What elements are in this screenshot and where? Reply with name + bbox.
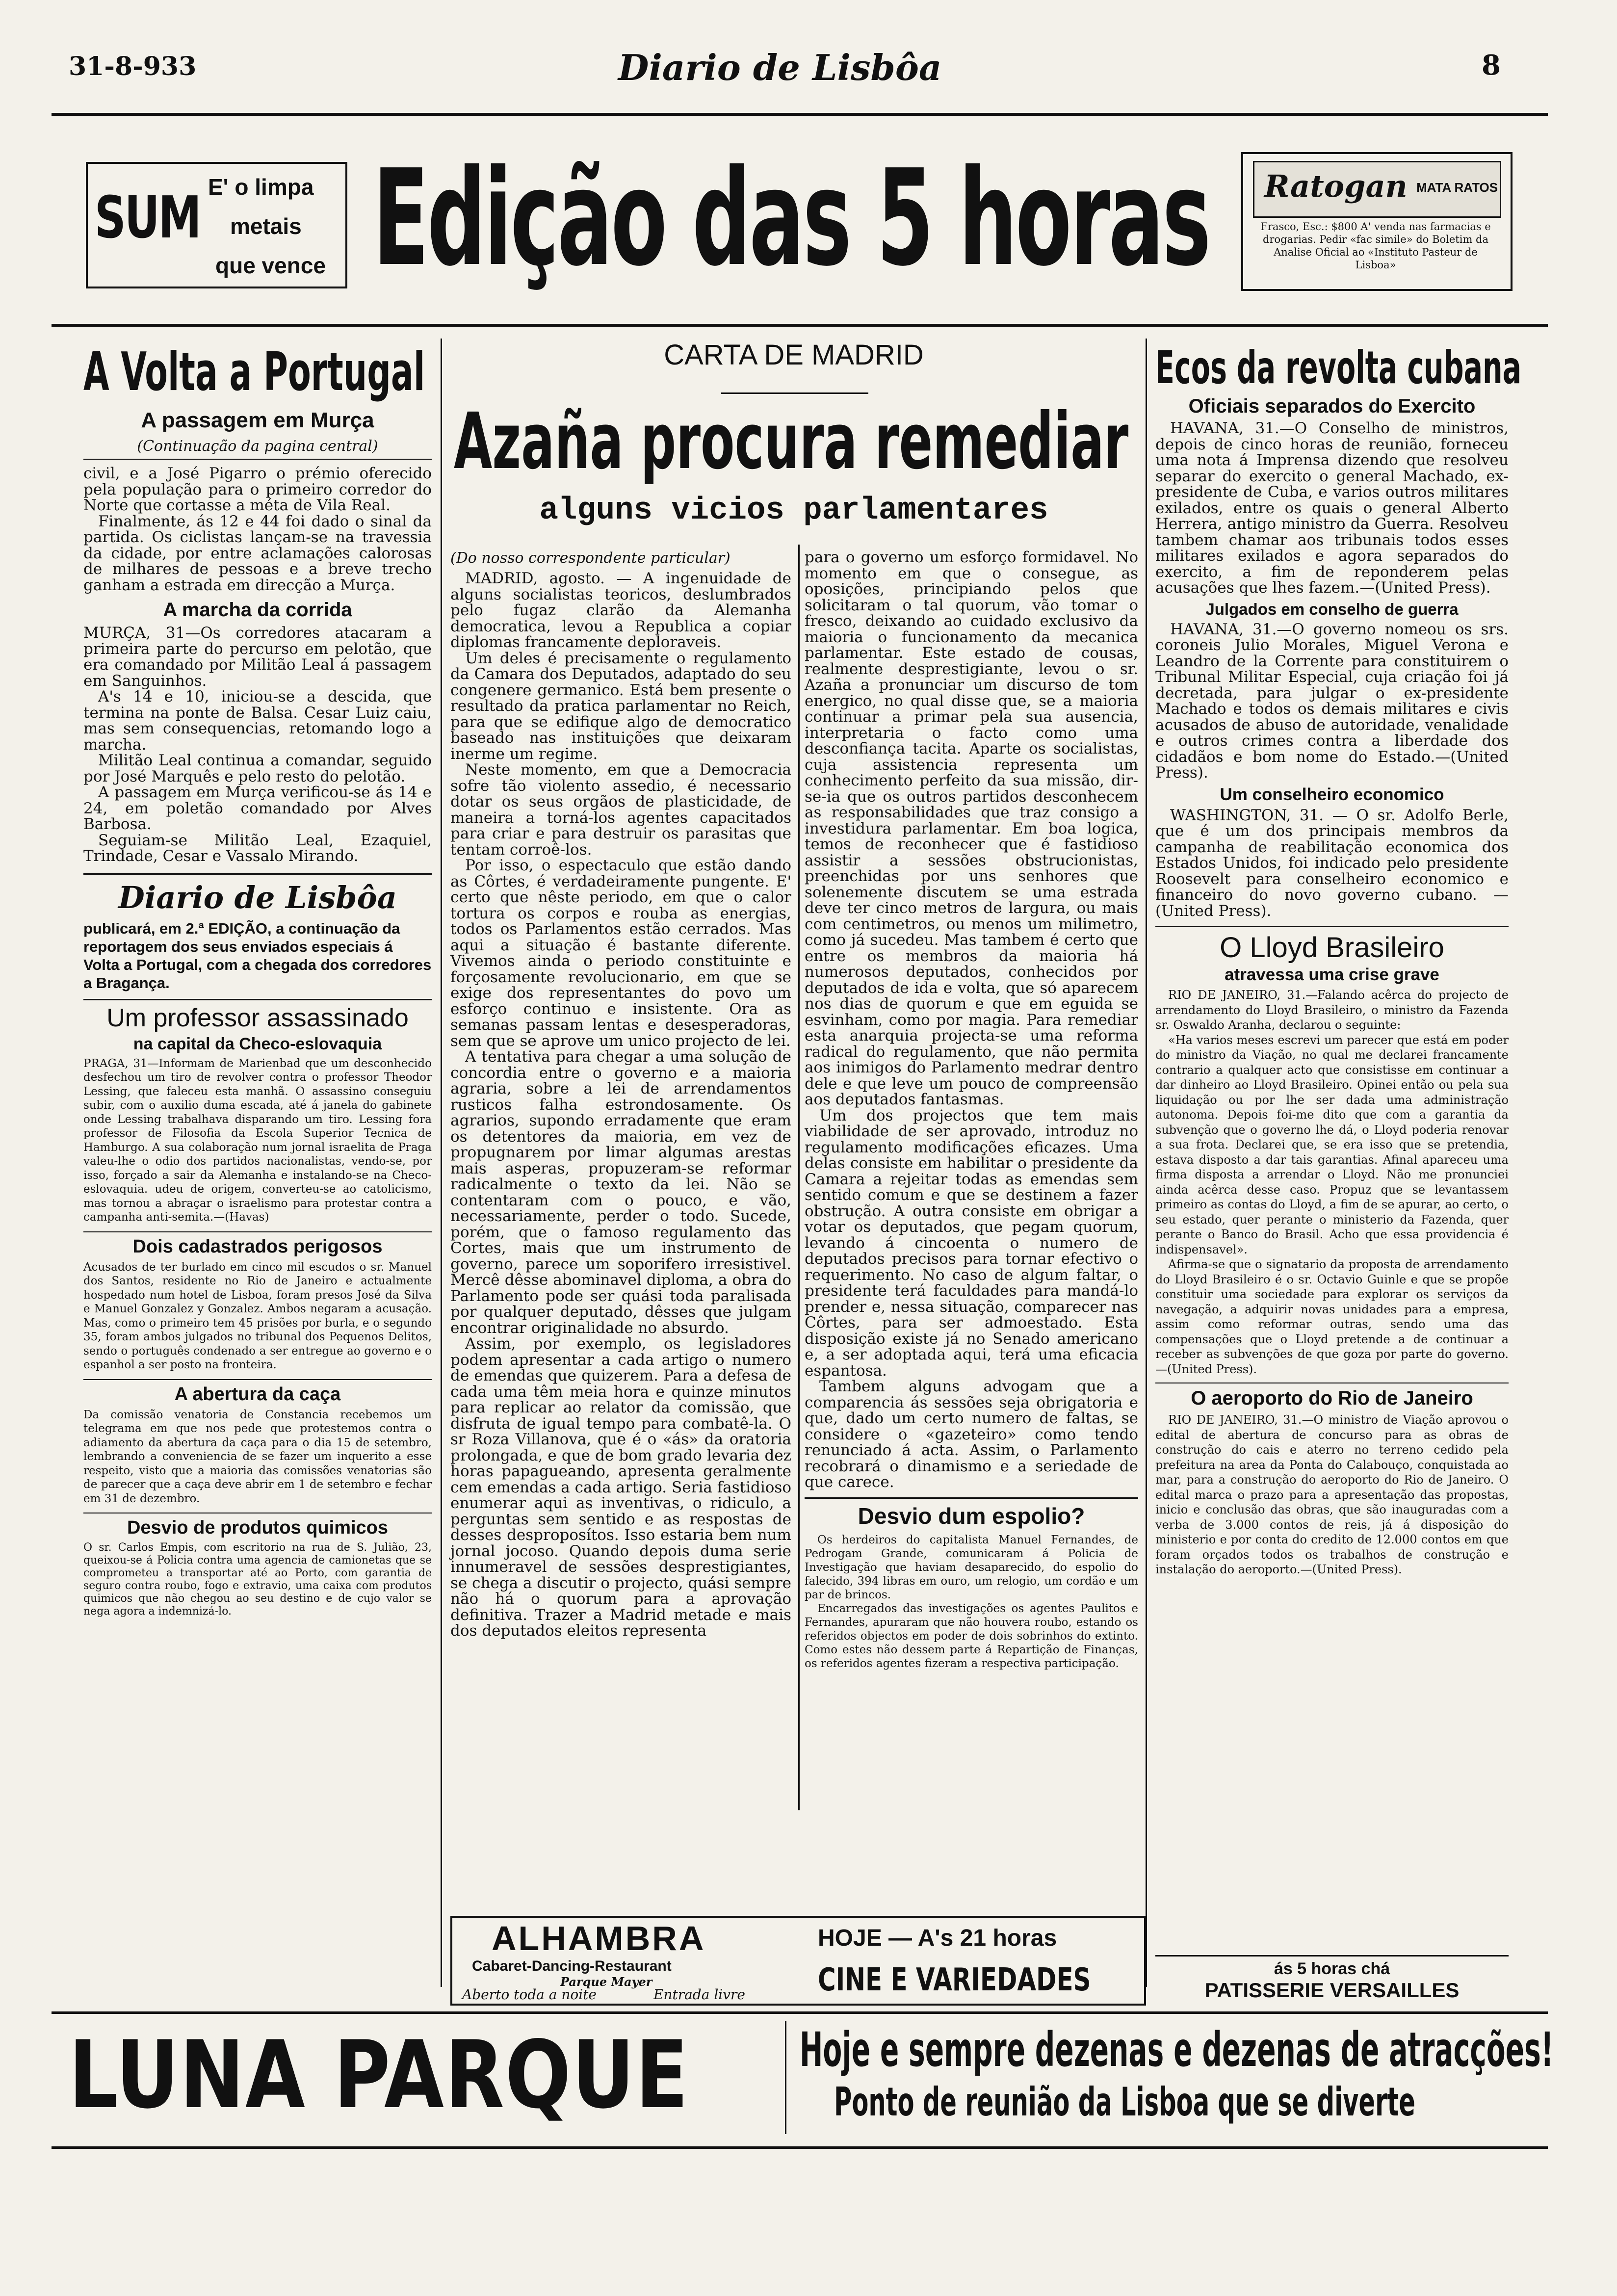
section-marcha-heading: A marcha da corrida (163, 599, 352, 621)
column-rule-3 (1146, 339, 1147, 1987)
article-volta-continuation: (Continuação da pagina central) (83, 438, 432, 460)
article-lloyd-subtitle: atravessa uma crise grave (1225, 965, 1439, 984)
article-cadastrados-text: Acusados de ter burlado em cinco mil escudos o sr. Manuel dos Santos, residente no Rio de Janeiro e actualmente hospedado num hotel de Lisboa, foram presos José da Silva e Manuel Gonzalez y Gonzalez. Ambos negaram a acusação. Mas, como o primeiro tem 45 prisões por burla, e o segundo 35, foram ambos julgados no tribunal dos Pequenos Delitos, sendo o português condenado a ser entregue ao governo e o espanhol a ser posto na fronteira. (83, 1260, 432, 1371)
banner-rule (52, 324, 1548, 327)
article-cuba-paragraph: HAVANA, 31.—O governo nomeou os srs. coroneis Julio Morales, Miguel Verona e Leandro de la Corrente para constituirem o Tribunal Militar Especial, cuja criação foi já decretada, para julgar o ex-presidente Machado e todos os demais militares e civis acusados de abuso de autoridade, venalidade e outros crimes contra a liberdade dos cidadãos e bom nome do Estado.—(United Press). (1155, 620, 1509, 782)
ad-luna-parque: LUNA PARQUE (69, 2021, 689, 2129)
ad-ratogan-logo (1253, 161, 1501, 218)
ad-sum-box (86, 162, 347, 288)
ad-patisserie (1155, 1955, 1509, 2002)
ad-alhambra-title: ALHAMBRA (492, 1919, 706, 1957)
article-volta-subtitle: A passagem em Murça (141, 408, 374, 432)
ad-alhambra (450, 1916, 1146, 2006)
article-quimicos-text: O sr. Carlos Empis, com escritorio na rua de S. Julião, 23, queixou-se á Policia contra uma agencia de camionetas que se comprometeu a transportar até ao Porto, com garantia de seguro contra roubo, fogo e extravio, uma caixa com produtos quimicos que não chegou ao seu destino e de cujo valor se nega agora a indemnizá-lo. (83, 1541, 432, 1618)
ad-ratogan-box (1241, 152, 1513, 291)
madrid-kicker-rule (721, 392, 868, 394)
ad-alhambra-entry: Entrada livre (653, 1986, 746, 2003)
article-espolio-text: Os herdeiros do capitalista Manuel Fernandes, de Pedrogam Grande, comunicaram á Policia de Investigação que haviam desaparecido, do espolio do falecido, 394 libras em ouro, um relogio, um cordão e um par de brincos. (805, 1533, 1138, 1601)
madrid-paragraph: para o governo um esforço formidavel. No momento em que o consegue, as oposições, principiando pelos que solicitaram o tal quorum, vão tomar o fresco, deixando ao cuidado exclusivo da maioria o funcionamento da mecanica parlamentar. Este estado de cousas, realmente desprestigiante, levou o sr. Azaña a pronunciar um discurso de tom energico, no qual disse que, se a maioria continuar a primar pela sua ausencia, interpretaria o facto como uma desconfiança tacita. Aparte os socialistas, cuja assistencia representa um conhecimento perfeito da sua missão, dir-se-ia que os outros partidos desconhecem as responsabilidades que traz consigo a investidura parlamentar. Em boa logica, temos de reconhecer que é fastidioso assistir a sessões obstrucionistas, preenchidas por uns senhores que solenemente discutem se uma estrada deve ter cinco metros de largura, ou mais com centimetros, ou menos um milimetro, como já sucedeu. Mas tambem é certo que entre os membros da maioria há numerosos deputados, conhecidos por deputados de ida e volta, que só aparecem nos dias de quorum e que em eguida se esvinham, como por magia. Para remediar esta anarquia projecta-se uma reforma radical do regulamento, que não permita aos inimigos do Parlamento medrar dentro dele e que leve um pouco de compreensão aos deputados fantasmas. (805, 548, 1138, 1108)
ad-sum-line-3: que vence (215, 253, 326, 278)
column-rule-2 (798, 545, 800, 1810)
ad-ratogan-text: Frasco, Esc.: $800 A' venda nas farmacias e drogarias. Pedir «fac simile» do Boletim da Analise Oficial ao «Instituto Pasteur de Lisboa» (1260, 221, 1491, 271)
madrid-subtitle: alguns vicios parlamentares (539, 493, 1048, 528)
column-4 (1155, 341, 1522, 1577)
promo-text: publicará, em 2.ª EDIÇÃO, a continuação da reportagem dos seus enviados especiais á Volta a Portugal, com a chegada dos corredores a Bragança. (83, 919, 432, 991)
article-volta-paragraph: MURÇA, 31—Os corredores atacaram a primeira parte do percurso em pelotão, que era comandado por Militão Leal á passagem em Sanguinhos. (83, 624, 432, 690)
madrid-paragraph: Por isso, o espectaculo que estão dando as Côrtes, é verdadeiramente pungente. E' certo que nêste periodo, em que o calor tortura os corpos e rouba as energias, todos os Parlamentos estão cerrados. Mas aqui a situação é bastante diferente. Vivemos ainda o periodo constituinte e forçosamente revolucionario, em que se exige dos representantes do povo um esforço continuo e insistente. Ora as semanas passam lentas e desesperadoras, sem que se aprove um unico projecto de lei. (450, 857, 791, 1050)
madrid-paragraph: Assim, por exemplo, os legisladores podem apresentar a cada artigo o numero de emendas que quizerem. Para a defesa de cada uma têm meia hora e quinze minutos para replicar ao relator da comissão, que disfruta de igual tempo para combatê-la. O sr Roza Villanova, que é o «ás» da oratoria prolongada, e que de bom grado levaria dez horas papagueando, apresenta geralmente cem emendas a cada artigo. Seria fastidioso enumerar aqui as inventivas, o ridiculo, a perguntas sem sentido e as respostas de desses desproposítos. Isso estaria bem num jornal jocoso. Quando depois duma serie innumeravel de sessões desprestigiantes, se chega a discutir o projecto, quási sempre não há o quorum para a aprovação definitiva. Trazer a Madrid metade e mais dos deputados eleitos representa (450, 1335, 791, 1640)
article-julgados-heading: Julgados em conselho de guerra (1205, 600, 1459, 618)
ad-hoje: HOJE — A's 21 horas (818, 1925, 1057, 1951)
ad-alhambra-sub: Cabaret-Dancing-Restaurant (472, 1958, 672, 1974)
article-cadastrados-title: Dois cadastrados perigosos (83, 1231, 432, 1257)
masthead-page-number: 8 (1482, 49, 1501, 81)
ad-luna-divider (785, 2021, 786, 2134)
madrid-paragraph: Um dos projectos que tem mais viabilidade de ser aprovado, introduz no regulamento modificações eficazes. Uma delas consiste em habilitar o presidente da Camara a rejeitar todas as emendas sem sentido comum e que se destinem a fazer obstrução. A outra consiste em obrigar a votar os deputados, que pegam quorum, levando á cincoenta o numero de deputados precisos para tornar efectivo o requerimento. No caso de algum faltar, o presidente terá faculdades para mandá-lo prender e, nessa situação, comparecer nas Côrtes, para ser admoestado. Esta disposição existe já no Senado americano e, a ser adoptada aqui, terá uma eficacia espantosa. (805, 1106, 1138, 1380)
article-caca-title: A abertura da caça (83, 1379, 432, 1405)
ad-alhambra-open: Aberto toda a noite (462, 1986, 597, 2003)
article-espolio-text: Encarregados das investigações os agentes Paulitos e Fernandes, apuraram que não houvera roubo, estando os referidos objectos em poder de dois sobrinhos do extinto. Como estes não dessem parte á Repartição de Finanças, os referidos agentes fizeram a respectiva participação. (805, 1602, 1138, 1670)
column-3 (805, 549, 1138, 1670)
ad-ratogan-brand: Ratogan (1264, 168, 1408, 204)
article-lloyd-title: O Lloyd Brasileiro (1220, 932, 1444, 964)
ad-luna-line-2: Ponto de reunião da Lisboa que se diverte (834, 2079, 1415, 2125)
article-professor-title: Um professor assassinado (106, 1003, 409, 1032)
footer-rule (52, 2011, 1548, 2014)
article-lloyd-text: Afirma-se que o signatario da proposta de arrendamento do Lloyd Brasileiro é o sr. Octavio Guinle e que se propõe constituir uma sociedade para explorar os serviços da navegação, a adquirir novas unidades para a empresa, assim como reformar outras, sendo uma das compensações que o Lloyd pretende a de continuar a receber as subvenções de que goza por parte do governo.—(United Press). (1155, 1257, 1509, 1376)
ad-patisserie-name: PATISSERIE VERSAILLES (1204, 1979, 1460, 2002)
edition-title: Edição das 5 horas (373, 141, 1209, 295)
article-volta-paragraph: Seguiam-se Militão Leal, Ezaquiel, Trindade, Cesar e Vassalo Mirando. (83, 831, 432, 865)
article-volta-title: A Volta a Portugal (83, 341, 425, 403)
article-lloyd-text: RIO DE JANEIRO, 31.—Falando acêrca do projecto de arrendamento do Lloyd Brasileiro, o ministro da Fazenda sr. Oswaldo Aranha, declarou o seguinte: (1155, 988, 1509, 1032)
madrid-title: Azaña procura remediar (454, 396, 1129, 487)
promo-title: Diario de Lisbôa (118, 879, 397, 915)
article-caca-text: Da comissão venatoria de Constancia recebemos um telegrama em que nos pede que protestemos contra o adiamento da abertura da caça para o dia 15 de setembro, lembrando a conveniencia de se fazer um inquerito a esse respeito, visto que a maioria das comissões venatorias são de parecer que a caça deve abrir em 1 de setembro e fechar em 31 de dezembro. (83, 1408, 432, 1505)
article-cuba-paragraph: HAVANA, 31.—O Conselho de ministros, depois de cinco horas de reunião, forneceu uma nota á Imprensa dizendo que resolveu separar do exercito o general Machado, ex-presidente de Cuba, e varios outros militares exilados, entre os quais o general Alberto Herrera, antigo ministro da Guerra. Resolveu tambem chamar aos tribunais todos esses militares exilados e agora separados do exercito, a fim de reponderem pelas acusações que lhes fazem.—(United Press). (1155, 419, 1509, 597)
madrid-kicker: CARTA DE MADRID (664, 339, 924, 371)
ad-luna-line-1: Hoje e sempre dezenas e dezenas de atracções! (800, 2022, 1554, 2077)
article-aeroporto-text: RIO DE JANEIRO, 31.—O ministro de Viação aprovou o edital de abertura de concurso para as obras de construção do cais e aterro no terreno cedido pela prefeitura na area da Ponta do Calabouço, conquistada ao mar, para a construção do aeroporto do Rio de Janeiro. O edital marca o prazo para a apresentação das propostas, inicio e conclusão das obras, que são inauguradas com a verba de 3.000 contos de reis, já á disposição do ministerio e por conta do credito de 12.000 contos em que foram orçados todos os trabalhos de construção e instalação do aeroporto.—(United Press). (1155, 1413, 1509, 1576)
bottom-rule (52, 2146, 1548, 2149)
ad-cine-variedades: CINE E VARIEDADES (818, 1962, 1091, 1998)
article-cuba-paragraph: WASHINGTON, 31. — O sr. Adolfo Berle, que é um dos principais membros da campanha de reabilitação economica dos Estados Unidos, foi indicado pelo presidente Roosevelt para conselheiro economico e financeiro do novo governo cubano. — (United Press). (1155, 806, 1509, 920)
article-professor-subtitle: na capital da Checo-eslovaquia (133, 1034, 382, 1053)
article-volta-paragraph: Militão Leal continua a comandar, seguido por José Marquês e pelo resto do pelotão. (83, 752, 432, 785)
ad-patisserie-top: ás 5 horas chá (1274, 1959, 1390, 1978)
article-conselheiro-heading: Um conselheiro economico (1220, 784, 1444, 804)
article-professor-text: PRAGA, 31—Informam de Marienbad que um desconhecido desfechou um tiro de revolver contra o professor Theodor Lessing, que faleceu esta manhã. O assassino conseguiu subir, com o auxilio duma escada, até á janela do gabinete onde Lessing trabalhava disparando um tiro. Lessing fora professor de Filosofia da Escola Superior Tecnica de Hamburgo. A sua colaboração num jornal israelita de Praga valeu-lhe o odio dos partidos nacionalistas, vendo-se, por isso, forçado a sair da Alemanha e instalando-se na Checo-eslovaquia. udeu de origem, converteu-se ao catolicismo, mas tornou a abraçar o israelismo para protestar contra a campanha anti-semita.—(Havas) (83, 1057, 432, 1224)
madrid-paragraph: A tentativa para chegar a uma solução de concordia entre o governo e a maioria agraria, sobre a lei de arrendamentos rusticos falha estrondosamente. Os agrarios, supondo erradamente que eram os detentores da maioria, em vez de propugnarem por limar algumas arestas mais asperas, propuzeram-se reformar radicalmente o texto da lei. Não se contentaram com o pouco, e vão, necessariamente, perder o todo. Sucede, porém, que o famoso regulamento das Cortes, mais que um instrumento de governo, parece um soporifero irresistivel. Mercê dêsse abominavel diploma, a obra do Parlamento pode ser quási toda paralisada por qualquer deputado, dêsses que julgam encontrar originalidade no absurdo. (450, 1048, 791, 1337)
ad-sum-line-1: E' o limpa (208, 174, 314, 200)
article-volta-paragraph: A passagem em Murça verificou-se ás 14 e 24, em poletão comandado por Alves Barbosa. (83, 783, 432, 833)
article-volta-paragraph: Finalmente, ás 12 e 44 foi dado o sinal da partida. Os ciclistas lançam-se na travessia da cidade, por entre aclamações calorosas de milhares de pessoas e a breve trecho ganham a estrada em direcção a Murça. (83, 512, 432, 594)
madrid-paragraph: Um deles é precisamente o regulamento da Camara dos Deputados, adaptado do seu congenere germanico. Está bem presente o resultado da pratica parlamentar no Reich, para que se edifique algo de democratico baseado nas instituições que deixaram inerme um regime. (450, 649, 791, 763)
ad-alhambra-place: Parque Mayer (560, 1975, 652, 1989)
article-volta-paragraph: A's 14 e 10, iniciou-se a descida, que termina na ponte de Balsa. Cesar Luiz caiu, mas sem consequencias, retomando logo a marcha. (83, 688, 432, 754)
article-aeroporto-title: O aeroporto do Rio de Janeiro (1155, 1383, 1509, 1409)
column-rule-1 (441, 339, 442, 1987)
madrid-paragraph: Tambem alguns advogam que a comparencia ás sessões seja obrigatoria e que, dado um certo numero de faltas, se considere o «gazeteiro» como tendo renunciado á acta. Assim, o Parlamento recobrará o dinamismo e a seriedade de que carece. (805, 1378, 1138, 1491)
article-lloyd-text: «Ha varios meses escrevi um parecer que está em poder do ministro da Viação, no qual me declarei francamente contrario a qualquer acto que consistisse em continuar a dar dinheiro ao Lloyd Brasileiro. Opinei então ou pela sua liquidação ou por lhe ser dada uma administração autonoma. Depois foi-me dito que com a garantia da subvenção que o governo lhe dá, o Lloyd poderia renovar a sua frota. Declarei que, se era isso que se pretendia, estava disposto a dar tais garantias. Afinal apareceu uma firma disposta a arrendar o Lloyd. Não me pronunciei ainda acêrca desse caso. Propuz que se levantassem primeiro as contas do Lloyd, a fim de se apurar, ao certo, o seu estado, quer perante o ministerio da Fazenda, quer perante o Banco do Brasil. Acho que essa providencia é indispensavel». (1155, 1033, 1509, 1256)
article-quimicos-title: Desvio de produtos quimicos (83, 1513, 432, 1539)
ad-sum-brand: SUM (95, 183, 200, 251)
column-2 (450, 549, 791, 1639)
article-cuba-title: Ecos da revolta cubana (1155, 341, 1522, 394)
madrid-paragraph: MADRID, agosto. — A ingenuidade de alguns socialistas teoricos, deslumbrados pelo fugaz clarão da Alemanha democratica, levou a Republica a copiar diplomas francamente deploraveis. (450, 570, 791, 651)
masthead-rule (52, 113, 1548, 116)
masthead-title: Diario de Lisbôa (618, 47, 942, 88)
article-espolio-title: Desvio dum espolio? (805, 1497, 1138, 1529)
article-cuba-subtitle: Oficiais separados do Exercito (1188, 395, 1476, 417)
ad-ratogan-sub: MATA RATOS (1416, 180, 1498, 195)
masthead-date: 31-8-933 (69, 52, 197, 81)
madrid-paragraph: Neste momento, em que a Democracia sofre tão violento assedio, é necessario dotar os seus orgãos de plasticidade, de maneira a torná-los agentes capacitados para criar e para destruir os parasitas que tentam corroê-los. (450, 761, 791, 859)
article-volta-paragraph: civil, e a José Pigarro o prémio oferecido pela população para o primeiro corredor do Norte que cortasse a méta de Vila Real. (83, 465, 432, 514)
ad-sum-line-2: metais (230, 213, 302, 239)
madrid-byline: (Do nosso correspondente particular) (450, 549, 730, 567)
column-1 (83, 343, 432, 1618)
